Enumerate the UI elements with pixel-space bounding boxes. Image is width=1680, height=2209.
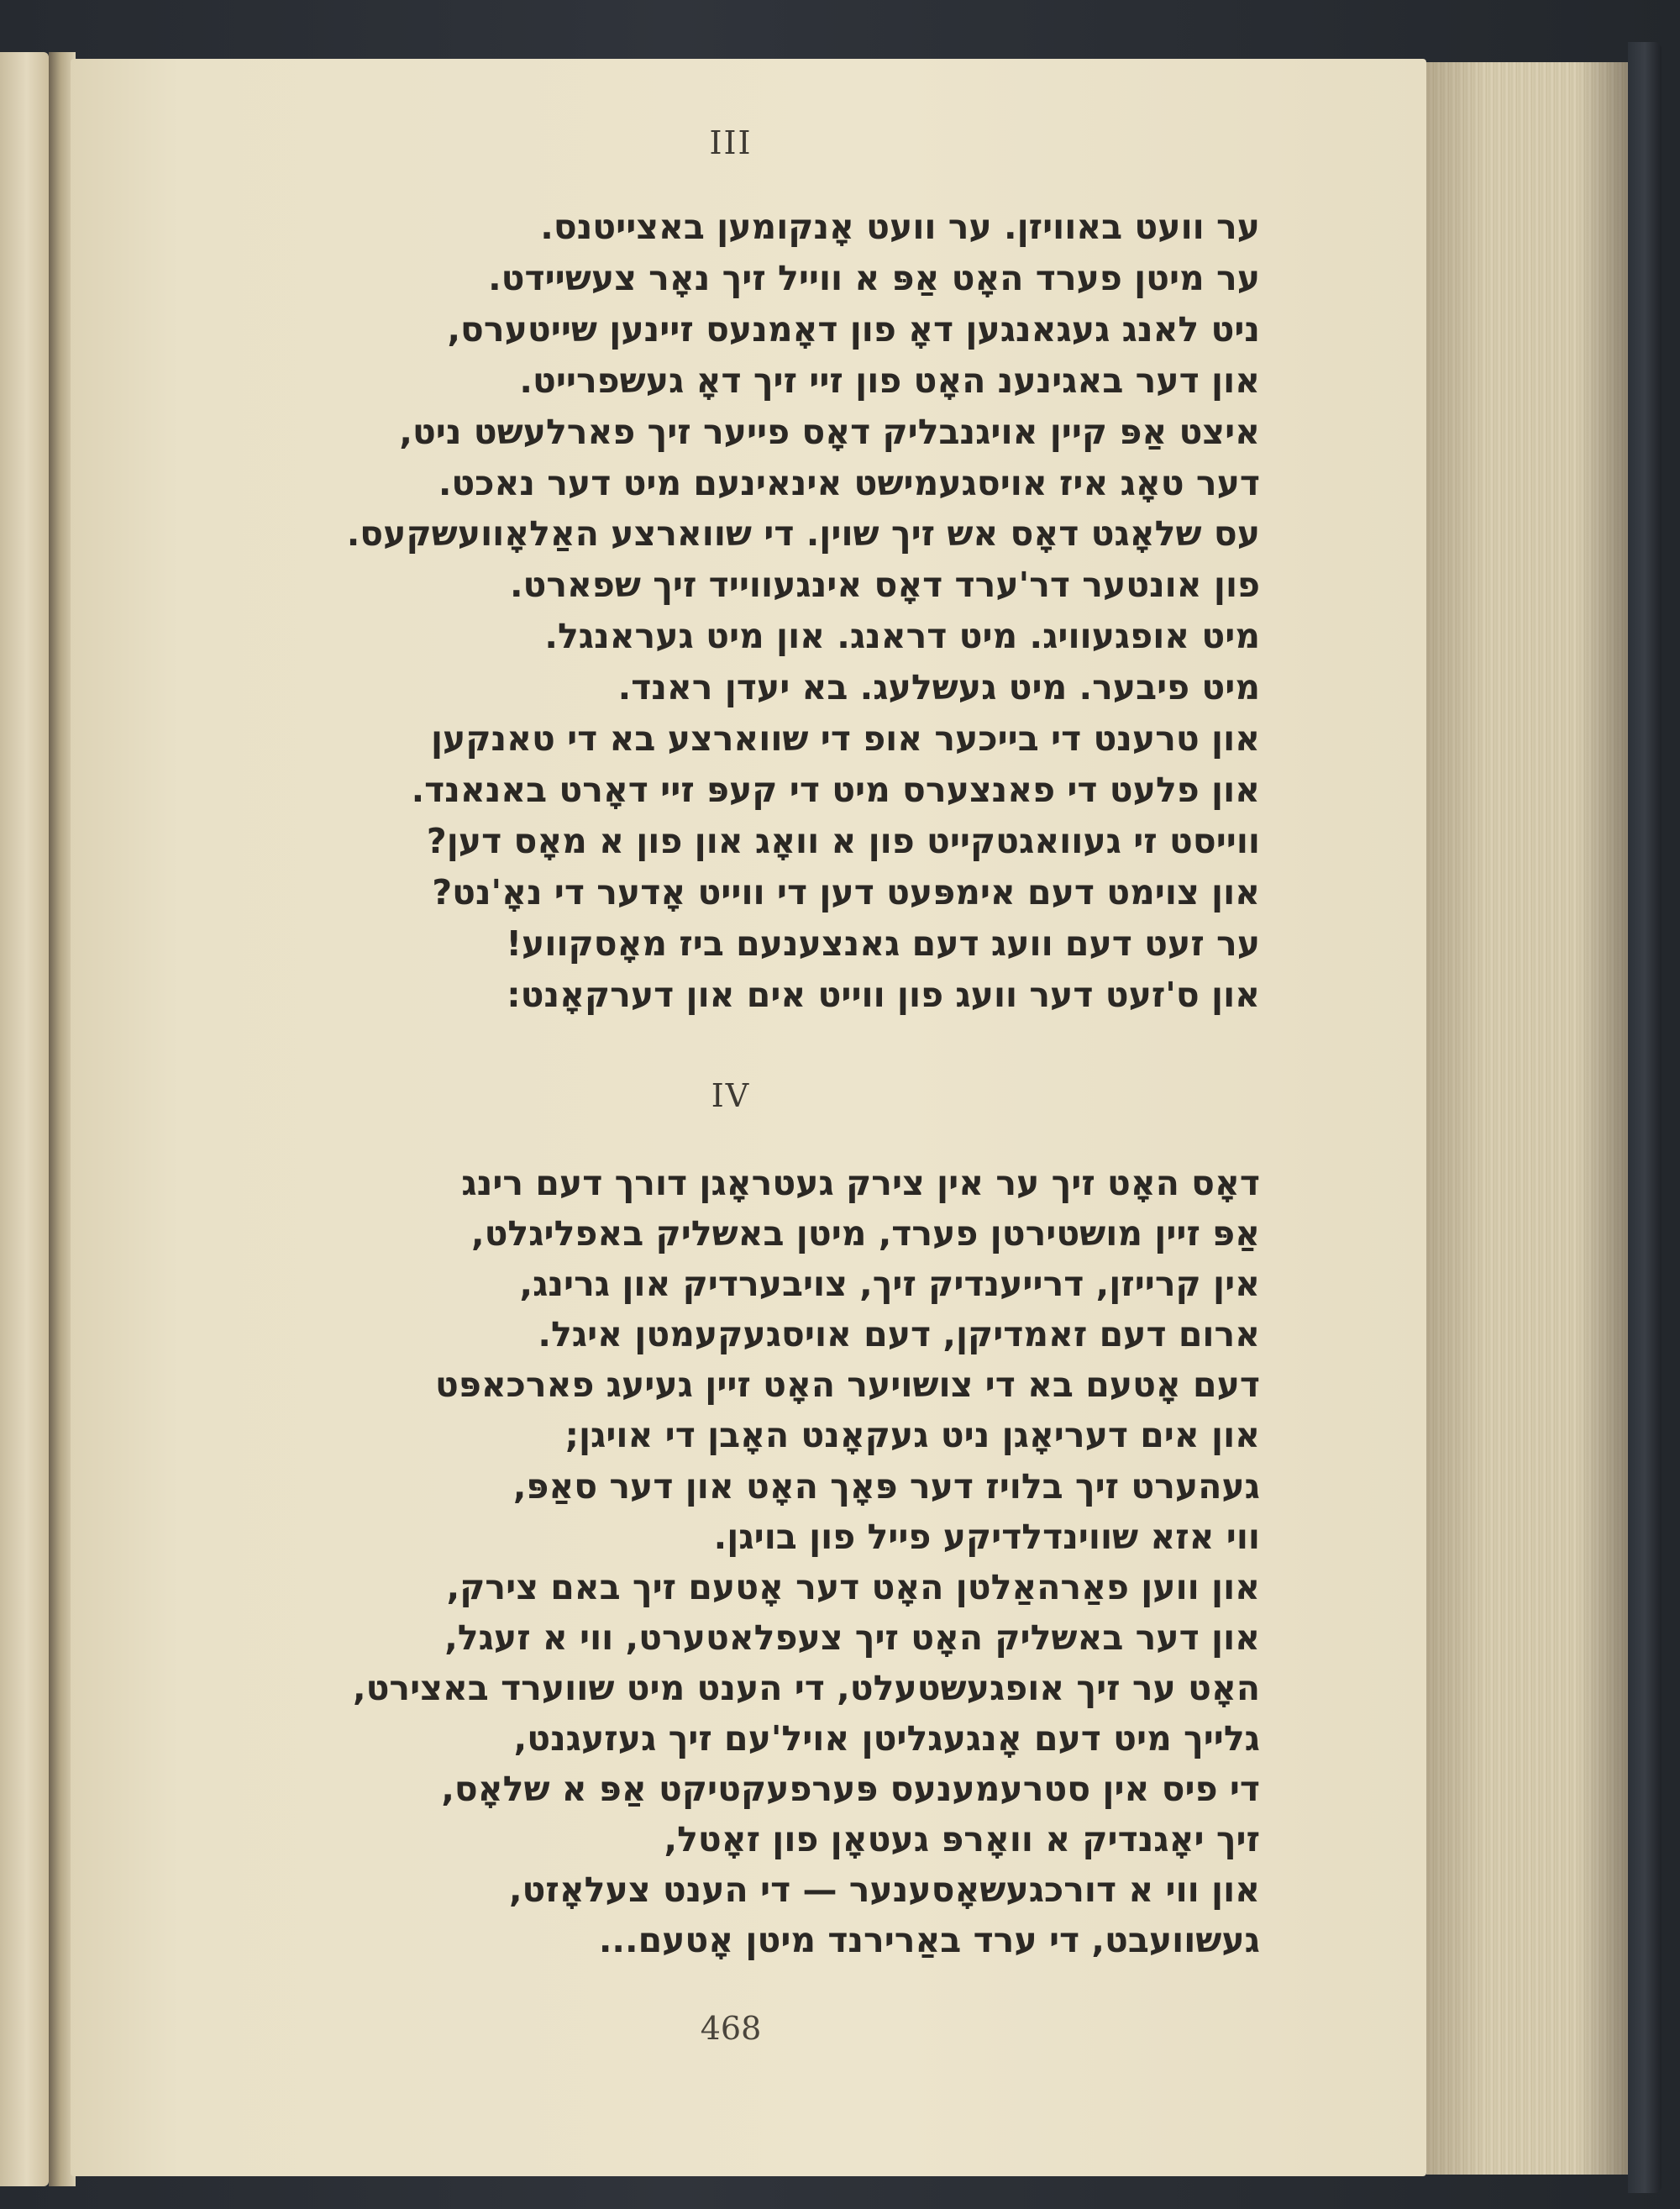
poem-line: ארום דעם זאמדיקן, דעם אויסגעקעמטן איגל. [538,1314,1260,1355]
poem-line: ניט לאנג געגאנגען דאָ פון דאָמנעס זיינען שייטערס, [447,308,1260,350]
stanza-section-3 [336,202,1260,1021]
poem-line: און אים דעריאָגן ניט געקאָנט האָבן די אויגן; [564,1415,1260,1456]
poem-line: מיט פיבער. מיט געשלעג. בא יעדן ראנד. [617,667,1260,708]
poem-line: עס שלאָגט דאָס אש זיך שוין. די שווארצע האַלאָוועשקעס. [346,513,1260,555]
poem-line: און דער באשליק האָט זיך צעפלאטערט, ווי א זעגל, [444,1617,1260,1658]
poem-line: פון אונטער דר'ערד דאָס אינגעווייד זיך שפארט. [509,565,1260,606]
section-heading-4: IV [711,1077,751,1114]
book-cover-edge [1628,42,1662,2193]
previous-page-edge [0,52,49,2186]
poem-line: און ס'זעט דער וועג פון ווייט אים און דערקאָנט: [507,974,1260,1015]
section-heading-3: III [709,124,753,161]
poem-line: און ווי א דורכגעשאָסענער — די הענט צעלאָזט, [508,1870,1260,1911]
poem-line: און טרענט די בייכער אופ די שווארצע בא די טאנקען [430,718,1260,760]
poem-line: און צוימט דעם אימפּעט דען די ווייט אָדער די נאָ'נט? [432,871,1260,913]
poem-line: מיט אופגעוויג. מיט דראנג. און מיט געראנגל. [544,616,1260,657]
poem-line: געשוועבט, די ערד באַרירנד מיטן אָטעם... [598,1920,1260,1961]
poem-line: און ווען פאַרהאַלטן האָט דער אָטעם זיך באם צירק, [446,1566,1260,1607]
poem-line: געהערט זיך בלויז דער פּאָך האָט און דער סאַפּ, [512,1465,1260,1507]
poem-line: ווייסט זי געוואגטקייט פון א וואָג און פון א מאָס דען? [426,820,1260,861]
poem-line: די פיס אין סטרעמענעס פּערפעקטיקט אַפּ א שלאָס, [441,1769,1260,1810]
poem-line: ער זעט דעם וועג דעם גאנצענעם ביז מאָסקווע! [506,923,1260,964]
stanza-section-4 [336,1158,1260,1966]
poem-line: דאָס האָט זיך ער אין צירק געטראָגן דורך דעם רינג [461,1163,1260,1203]
poem-line: זיך יאָגנדיק א וואָרפּ געטאָן פון זאָטל, [664,1819,1260,1860]
poem-line: דער טאָג איז אויסגעמישט אינאינעם מיט דער נאכט. [438,462,1260,503]
poem-line: האָט ער זיך אופגעשטעלט, די הענט מיט שווערד באצירט, [353,1667,1260,1708]
poem-line: ווי אזא שווינדלדיקע פייל פון בויגן. [713,1516,1260,1557]
page-stack-shadow [1426,62,1628,2175]
poem-line: אַפּ זיין מושטירטן פערד, מיטן באשליק באפליגלט, [471,1213,1260,1254]
poem-line: גלייך מיט דעם אָנגעגליטן אויל'עם זיך געזעגנט, [513,1718,1260,1759]
poem-line: איצט אַפּ קיין אויגנבליק דאָס פייער זיך פארלעשט ניט, [399,411,1260,452]
poem-line: ער וועט באוויזן. ער וועט אָנקומען באצייטנס. [540,207,1260,247]
poem-line: דעם אָטעם בא די צושויער האָט זיין געיעג פארכאפּט [435,1365,1260,1406]
poem-line: ער מיטן פערד האָט אַפּ א ווייל זיך נאָר צעשיידט. [488,257,1260,298]
poem-line: אין קרייזן, דרייענדיק זיך, צויבערדיק און גרינג, [519,1264,1260,1305]
poem-line: און דער באגינענ האָט פון זיי זיך דאָ געשפרייט. [519,360,1260,401]
page-number: 468 [700,2010,762,2047]
poem-line: און פלעט די פאנצערס מיט די קעפּ זיי דאָרט באנאנד. [411,769,1260,810]
